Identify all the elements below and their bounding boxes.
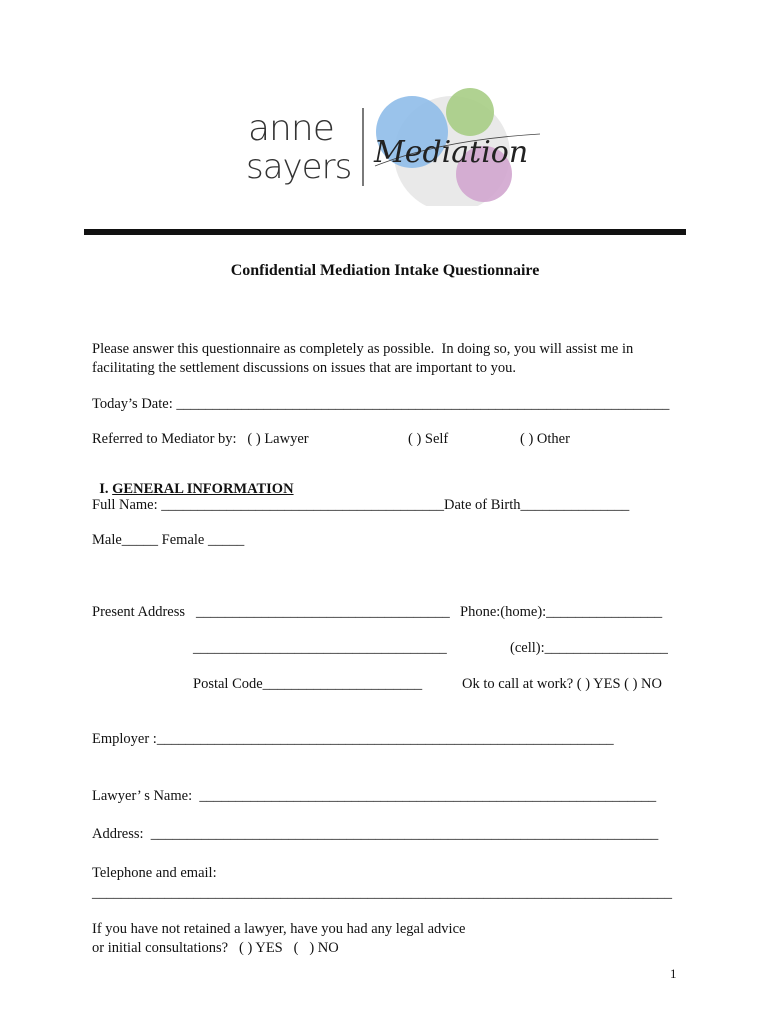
intro-line-1: Please answer this questionnaire as completely as possible. In doing so, you will assist me in xyxy=(92,341,634,357)
company-logo xyxy=(240,86,550,206)
phone-home-field[interactable]: Phone:(home):________________ xyxy=(460,604,663,620)
logo-text-mediation: Mediation xyxy=(374,135,529,170)
telephone-email-label: Telephone and email: xyxy=(92,865,217,881)
referred-lawyer-option[interactable]: Referred to Mediator by: ( ) Lawyer xyxy=(92,431,309,447)
referred-self-option[interactable]: ( ) Self xyxy=(408,431,449,447)
postal-code-field[interactable]: Postal Code______________________ xyxy=(193,676,423,692)
logo-text-anne: anne xyxy=(248,108,334,149)
header-rule xyxy=(84,229,686,235)
present-address-label: Present Address xyxy=(92,604,186,620)
lawyer-address-field[interactable]: Address: ______________________________________________________________________ xyxy=(92,826,659,842)
page-number: 1 xyxy=(670,966,677,981)
phone-cell-field[interactable]: (cell):_________________ xyxy=(510,640,668,656)
referred-other-option[interactable]: ( ) Other xyxy=(520,431,570,447)
legal-advice-question: If you have not retained a lawyer, have you had any legal advice xyxy=(92,921,466,937)
telephone-email-field[interactable]: ________________________________________________________________________________ xyxy=(92,885,672,901)
legal-advice-options[interactable]: or initial consultations? ( ) YES ( ) NO xyxy=(92,940,339,956)
section-heading-general xyxy=(92,462,294,498)
logo-graphic xyxy=(240,86,550,206)
intro-line-2: facilitating the settlement discussions on issues that are important to you. xyxy=(92,360,517,376)
page-title: Confidential Mediation Intake Questionnaire xyxy=(230,262,540,279)
section-numeral: I. xyxy=(99,481,109,497)
ok-call-at-work-option[interactable]: Ok to call at work? ( ) YES ( ) NO xyxy=(462,676,662,692)
gender-field[interactable]: Male_____ Female _____ xyxy=(92,532,245,548)
full-name-dob-field[interactable]: Full Name: _______________________________________Date of Birth_______________ xyxy=(92,497,630,513)
address-line-1-field[interactable]: ___________________________________ xyxy=(196,604,450,620)
lawyer-name-field[interactable]: Lawyer’ s Name: _______________________________________________________________ xyxy=(92,788,657,804)
logo-text-sayers: sayers xyxy=(246,147,352,187)
employer-field[interactable]: Employer :_______________________________________________________________ xyxy=(92,731,614,747)
logo-circle-green xyxy=(446,88,494,136)
section-title: GENERAL INFORMATION xyxy=(112,481,294,497)
todays-date-field[interactable]: Today’s Date: ____________________________________________________________________ xyxy=(92,396,670,412)
address-line-2-field[interactable]: ___________________________________ xyxy=(193,640,447,656)
